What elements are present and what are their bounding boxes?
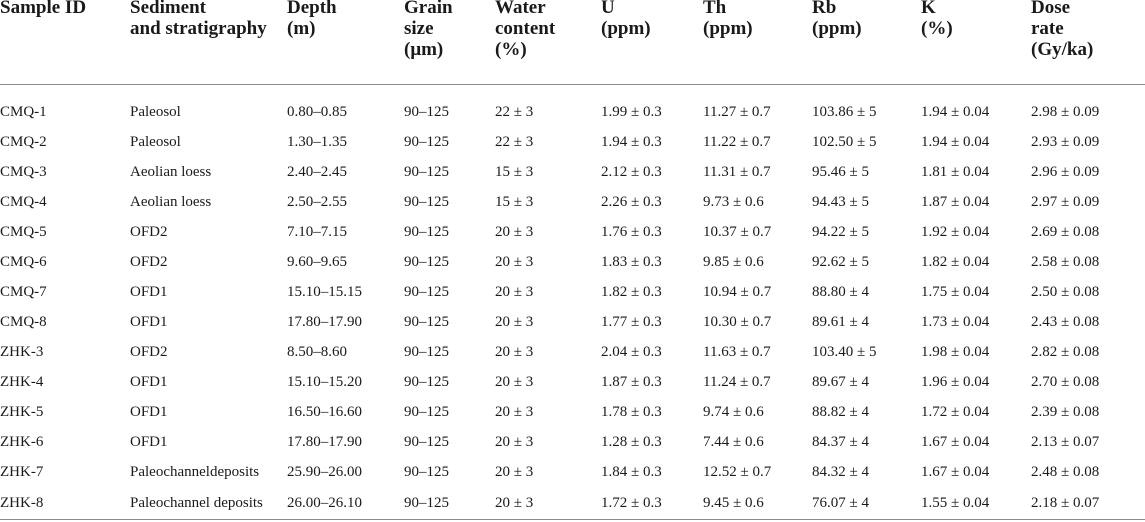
- cell-sample-id: CMQ-4: [0, 193, 47, 210]
- cell-u: 1.94 ± 0.3: [601, 133, 662, 150]
- cell-th: 10.30 ± 0.7: [703, 313, 772, 330]
- cell-rb: 84.32 ± 4: [812, 463, 869, 480]
- cell-sediment: OFD1: [130, 283, 168, 300]
- cell-depth: 1.30–1.35: [287, 133, 347, 150]
- header-label: Rb (ppm): [812, 0, 862, 39]
- cell-th: 11.63 ± 0.7: [703, 343, 771, 360]
- cell-dose-rate: 2.43 ± 0.08: [1031, 313, 1100, 330]
- header-label: U (ppm): [601, 0, 651, 39]
- cell-u: 1.99 ± 0.3: [601, 103, 662, 120]
- cell-sample-id: ZHK-4: [0, 373, 44, 390]
- cell-u: 1.28 ± 0.3: [601, 433, 662, 450]
- cell-th: 7.44 ± 0.6: [703, 433, 764, 450]
- table-body: [0, 85, 1145, 520]
- cell-sediment: OFD1: [130, 373, 168, 390]
- cell-depth: 25.90–26.00: [287, 463, 362, 480]
- cell-k: 1.67 ± 0.04: [921, 463, 990, 480]
- cell-depth: 7.10–7.15: [287, 223, 347, 240]
- header-cell-sediment: [130, 0, 287, 85]
- cell-grain-size: 90–125: [404, 193, 449, 210]
- cell-rb: 92.62 ± 5: [812, 253, 869, 270]
- cell-grain-size: 90–125: [404, 343, 449, 360]
- cell-depth: 16.50–16.60: [287, 403, 362, 420]
- cell-dose-rate: 2.93 ± 0.09: [1031, 133, 1100, 150]
- cell-dose-rate: 2.50 ± 0.08: [1031, 283, 1100, 300]
- header-label: Grain size (μm): [404, 0, 453, 60]
- header-label: Depth (m): [287, 0, 337, 39]
- cell-rb: 103.40 ± 5: [812, 343, 877, 360]
- header-label: Dose rate (Gy/ka): [1031, 0, 1094, 60]
- cell-water-content: 20 ± 3: [495, 283, 534, 300]
- cell-dose-rate: 2.13 ± 0.07: [1031, 433, 1100, 450]
- cell-sediment: Paleochanneldeposits: [130, 463, 260, 480]
- cell-depth: 9.60–9.65: [287, 253, 347, 270]
- cell-water-content: 22 ± 3: [495, 103, 534, 120]
- cell-sample-id: CMQ-3: [0, 163, 47, 180]
- header-cell-rb: [812, 0, 921, 85]
- cell-grain-size: 90–125: [404, 223, 449, 240]
- cell-sediment: OFD2: [130, 223, 168, 240]
- cell-sediment: Paleosol: [130, 103, 181, 120]
- cell-sediment: OFD2: [130, 343, 168, 360]
- cell-sample-id: CMQ-2: [0, 133, 47, 150]
- cell-water-content: 20 ± 3: [495, 223, 534, 240]
- cell-grain-size: 90–125: [404, 403, 449, 420]
- cell-th: 11.31 ± 0.7: [703, 163, 771, 180]
- cell-rb: 95.46 ± 5: [812, 163, 869, 180]
- cell-k: 1.96 ± 0.04: [921, 373, 990, 390]
- cell-sample-id: ZHK-6: [0, 433, 44, 450]
- table-row: [0, 127, 1145, 157]
- cell-k: 1.94 ± 0.04: [921, 103, 990, 120]
- cell-grain-size: 90–125: [404, 313, 449, 330]
- cell-u: 1.84 ± 0.3: [601, 463, 662, 480]
- cell-k: 1.81 ± 0.04: [921, 163, 990, 180]
- cell-grain-size: 90–125: [404, 433, 449, 450]
- cell-dose-rate: 2.39 ± 0.08: [1031, 403, 1100, 420]
- cell-sample-id: ZHK-7: [0, 463, 44, 480]
- cell-depth: 15.10–15.20: [287, 373, 362, 390]
- cell-dose-rate: 2.97 ± 0.09: [1031, 193, 1100, 210]
- cell-water-content: 20 ± 3: [495, 253, 534, 270]
- cell-grain-size: 90–125: [404, 487, 495, 520]
- cell-sample-id: ZHK-5: [0, 403, 44, 420]
- cell-rb: 103.86 ± 5: [812, 103, 877, 120]
- cell-water-content: 20 ± 3: [495, 373, 534, 390]
- cell-grain-size: 90–125: [404, 283, 449, 300]
- header-label: K (%): [921, 0, 953, 39]
- cell-water-content: 20 ± 3: [495, 343, 534, 360]
- cell-grain-size: 90–125: [404, 253, 449, 270]
- cell-th: 9.45 ± 0.6: [703, 487, 812, 520]
- cell-grain-size: 90–125: [404, 163, 449, 180]
- header-cell-depth: [287, 0, 404, 85]
- cell-dose-rate: 2.58 ± 0.08: [1031, 253, 1100, 270]
- cell-k: 1.75 ± 0.04: [921, 283, 990, 300]
- table-row: [0, 85, 1145, 128]
- table-row: [0, 367, 1145, 397]
- cell-th: 9.73 ± 0.6: [703, 193, 764, 210]
- cell-sediment: OFD1: [130, 433, 168, 450]
- cell-rb: 94.22 ± 5: [812, 223, 869, 240]
- cell-dose-rate: 2.18 ± 0.07: [1031, 487, 1145, 520]
- cell-k: 1.55 ± 0.04: [921, 487, 1031, 520]
- cell-rb: 89.61 ± 4: [812, 313, 869, 330]
- cell-k: 1.98 ± 0.04: [921, 343, 990, 360]
- cell-k: 1.67 ± 0.04: [921, 433, 990, 450]
- cell-rb: 84.37 ± 4: [812, 433, 869, 450]
- cell-sample-id: CMQ-1: [0, 103, 47, 120]
- cell-depth: 0.80–0.85: [287, 103, 347, 120]
- cell-u: 1.76 ± 0.3: [601, 223, 662, 240]
- cell-rb: 88.82 ± 4: [812, 403, 869, 420]
- header-cell-water-content: [495, 0, 601, 85]
- header-label: Th (ppm): [703, 0, 753, 39]
- cell-water-content: 20 ± 3: [495, 463, 534, 480]
- table-row: [0, 277, 1145, 307]
- cell-sediment: Paleosol: [130, 133, 181, 150]
- cell-dose-rate: 2.82 ± 0.08: [1031, 343, 1100, 360]
- header-cell-grain-size: [404, 0, 495, 85]
- header-label: Water content (%): [495, 0, 556, 60]
- table-row: [0, 397, 1145, 427]
- cell-u: 2.12 ± 0.3: [601, 163, 662, 180]
- cell-depth: 2.40–2.45: [287, 163, 347, 180]
- table-row: [0, 487, 1145, 520]
- cell-water-content: 15 ± 3: [495, 193, 534, 210]
- table-header: [0, 0, 1145, 85]
- cell-sample-id: ZHK-8: [0, 487, 130, 520]
- table-row: [0, 427, 1145, 457]
- cell-sediment: Aeolian loess: [130, 193, 212, 210]
- cell-depth: 26.00–26.10: [287, 487, 404, 520]
- table-row: [0, 337, 1145, 367]
- table-row: [0, 247, 1145, 277]
- cell-u: 2.04 ± 0.3: [601, 343, 662, 360]
- cell-sample-id: CMQ-7: [0, 283, 47, 300]
- cell-rb: 76.07 ± 4: [812, 487, 921, 520]
- cell-depth: 17.80–17.90: [287, 313, 362, 330]
- cell-water-content: 20 ± 3: [495, 487, 601, 520]
- cell-sediment: Paleochannel deposits: [130, 487, 287, 520]
- cell-u: 1.83 ± 0.3: [601, 253, 662, 270]
- cell-water-content: 15 ± 3: [495, 163, 534, 180]
- header-label: Sediment and stratigraphy: [130, 0, 267, 39]
- cell-u: 1.72 ± 0.3: [601, 487, 703, 520]
- cell-sediment: OFD1: [130, 313, 168, 330]
- header-label: Sample ID: [0, 0, 87, 18]
- cell-k: 1.92 ± 0.04: [921, 223, 990, 240]
- cell-dose-rate: 2.48 ± 0.08: [1031, 463, 1100, 480]
- cell-grain-size: 90–125: [404, 373, 449, 390]
- cell-u: 1.77 ± 0.3: [601, 313, 662, 330]
- cell-sediment: OFD2: [130, 253, 168, 270]
- header-cell-k: [921, 0, 1031, 85]
- cell-rb: 94.43 ± 5: [812, 193, 869, 210]
- cell-th: 11.22 ± 0.7: [703, 133, 771, 150]
- cell-depth: 17.80–17.90: [287, 433, 362, 450]
- cell-dose-rate: 2.98 ± 0.09: [1031, 103, 1100, 120]
- cell-water-content: 20 ± 3: [495, 403, 534, 420]
- table-row: [0, 187, 1145, 217]
- header-row: [0, 0, 1145, 85]
- cell-dose-rate: 2.96 ± 0.09: [1031, 163, 1100, 180]
- cell-th: 11.27 ± 0.7: [703, 103, 771, 120]
- cell-th: 9.74 ± 0.6: [703, 403, 764, 420]
- cell-th: 10.37 ± 0.7: [703, 223, 772, 240]
- cell-grain-size: 90–125: [404, 103, 449, 120]
- cell-sediment: Aeolian loess: [130, 163, 212, 180]
- table-row: [0, 307, 1145, 337]
- header-cell-sample-id: [0, 0, 130, 85]
- cell-water-content: 22 ± 3: [495, 133, 534, 150]
- cell-rb: 88.80 ± 4: [812, 283, 869, 300]
- cell-sample-id: CMQ-6: [0, 253, 47, 270]
- cell-depth: 15.10–15.15: [287, 283, 362, 300]
- cell-grain-size: 90–125: [404, 133, 449, 150]
- header-cell-u: [601, 0, 703, 85]
- cell-grain-size: 90–125: [404, 463, 449, 480]
- table-row: [0, 457, 1145, 487]
- header-cell-th: [703, 0, 812, 85]
- cell-sediment: OFD1: [130, 403, 168, 420]
- cell-u: 1.82 ± 0.3: [601, 283, 662, 300]
- cell-depth: 2.50–2.55: [287, 193, 347, 210]
- cell-k: 1.82 ± 0.04: [921, 253, 990, 270]
- cell-th: 12.52 ± 0.7: [703, 463, 772, 480]
- cell-water-content: 20 ± 3: [495, 433, 534, 450]
- cell-th: 11.24 ± 0.7: [703, 373, 771, 390]
- cell-sample-id: ZHK-3: [0, 343, 44, 360]
- cell-k: 1.87 ± 0.04: [921, 193, 990, 210]
- cell-depth: 8.50–8.60: [287, 343, 347, 360]
- header-cell-dose-rate: [1031, 0, 1145, 85]
- cell-u: 2.26 ± 0.3: [601, 193, 662, 210]
- table-row: [0, 217, 1145, 247]
- cell-u: 1.87 ± 0.3: [601, 373, 662, 390]
- cell-water-content: 20 ± 3: [495, 313, 534, 330]
- cell-rb: 102.50 ± 5: [812, 133, 877, 150]
- cell-th: 9.85 ± 0.6: [703, 253, 764, 270]
- cell-th: 10.94 ± 0.7: [703, 283, 772, 300]
- cell-dose-rate: 2.69 ± 0.08: [1031, 223, 1100, 240]
- cell-u: 1.78 ± 0.3: [601, 403, 662, 420]
- cell-k: 1.73 ± 0.04: [921, 313, 990, 330]
- cell-rb: 89.67 ± 4: [812, 373, 869, 390]
- cell-sample-id: CMQ-8: [0, 313, 47, 330]
- cell-dose-rate: 2.70 ± 0.08: [1031, 373, 1100, 390]
- cell-sample-id: CMQ-5: [0, 223, 47, 240]
- cell-k: 1.94 ± 0.04: [921, 133, 990, 150]
- table-row: [0, 157, 1145, 187]
- cell-k: 1.72 ± 0.04: [921, 403, 990, 420]
